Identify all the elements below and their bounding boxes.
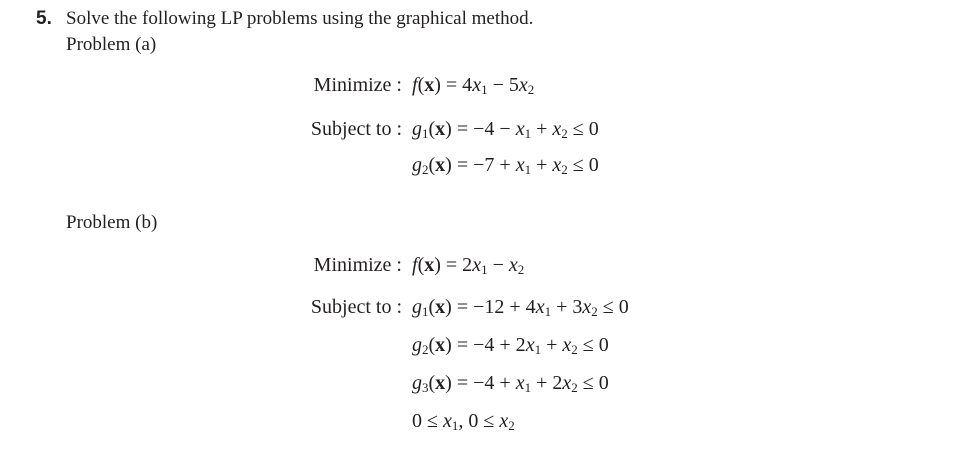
exercise-number: 5. xyxy=(36,8,52,29)
problem-b-subject-label: Subject to : xyxy=(310,296,402,318)
problem-b-constraint-g1: $g_1(x) = -12 + 4x_1 + 3x_2 \le 0$ xyxy=(412,296,629,319)
problem-a-objective: $f(x) = 4x_1 - 5x_2$ xyxy=(412,74,535,97)
problem-a-subject-label: Subject to : xyxy=(310,118,402,140)
problem-b-minimize-label: Minimize : xyxy=(313,254,402,276)
problem-a-constraint-g1: $g_1(x) = -4 - x_1 + x_2 \le 0$ xyxy=(412,118,599,141)
problem-a-constraint-g2: $g_2(x) = -7 + x_1 + x_2 \le 0$ xyxy=(412,154,599,177)
problem-b-title: Problem (b) xyxy=(66,212,158,233)
problem-a-title: Problem (a) xyxy=(66,34,157,55)
problem-a-minimize-label: Minimize : xyxy=(313,74,402,96)
problem-b-objective: $f(x) = 2x_1 - x_2$ xyxy=(412,254,525,277)
problem-b-constraint-g2: $g_2(x) = -4 + 2x_1 + x_2 \le 0$ xyxy=(412,334,609,357)
exercise-instruction: Solve the following LP problems using the graphical method. xyxy=(66,8,534,29)
problem-b-constraint-g3: $g_3(x) = -4 + x_1 + 2x_2 \le 0$ xyxy=(412,372,609,395)
problem-b-bounds: $0 \le x_1$, $0 \le x_2$ xyxy=(412,410,515,433)
